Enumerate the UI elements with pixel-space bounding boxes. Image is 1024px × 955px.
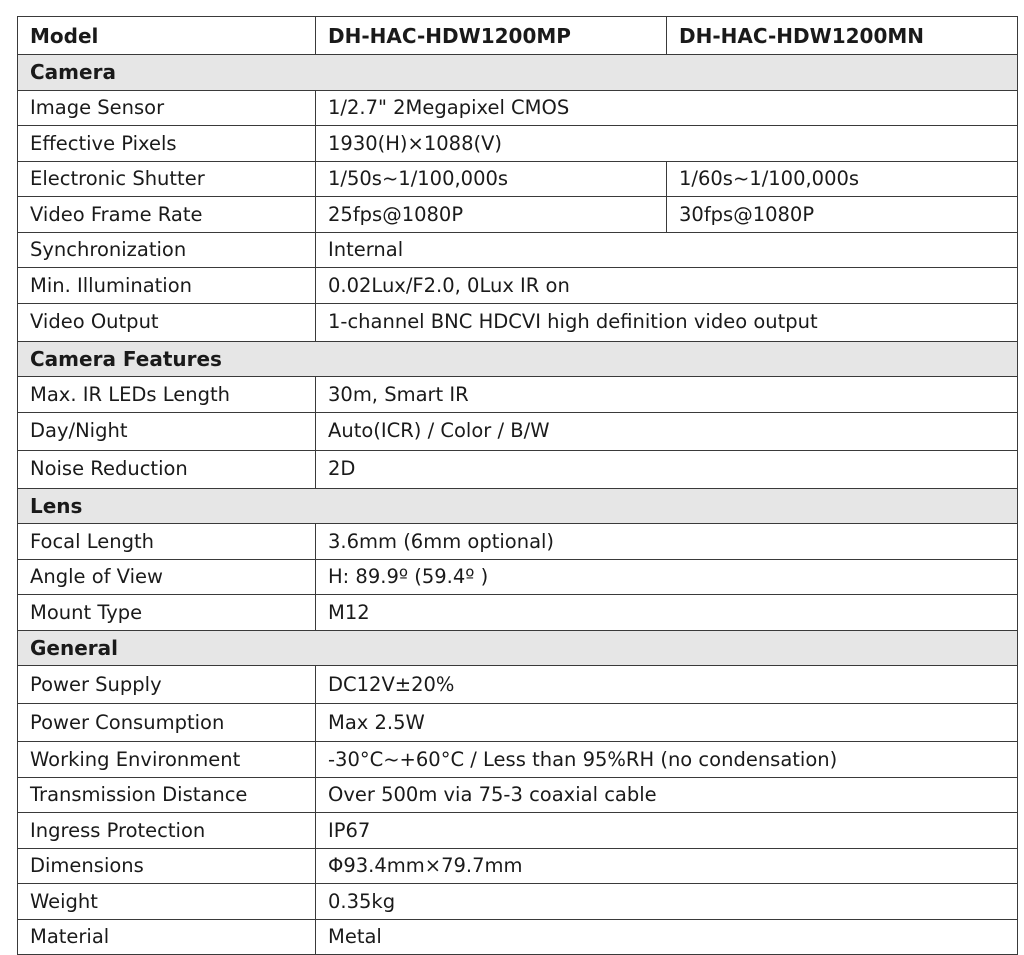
row-label: Noise Reduction — [18, 450, 316, 488]
row-value: Over 500m via 75-3 coaxial cable — [316, 777, 1018, 813]
row-value: -30°C~+60°C / Less than 95%RH (no condensation) — [316, 742, 1018, 778]
table-row — [18, 450, 1018, 488]
row-label: Focal Length — [18, 524, 316, 560]
table-row — [18, 919, 1018, 955]
section-title: General — [18, 630, 1018, 666]
spec-table — [17, 16, 1018, 955]
section-row-lens — [18, 488, 1018, 524]
row-label: Effective Pixels — [18, 126, 316, 162]
row-value: 3.6mm (6mm optional) — [316, 524, 1018, 560]
row-label: Max. IR LEDs Length — [18, 377, 316, 413]
row-label: Min. Illumination — [18, 268, 316, 304]
row-value: IP67 — [316, 813, 1018, 849]
row-value-mn: 1/60s~1/100,000s — [667, 161, 1018, 197]
table-row — [18, 303, 1018, 341]
model-mn: DH-HAC-HDW1200MN — [667, 17, 1018, 55]
row-label: Image Sensor — [18, 90, 316, 126]
row-value: Metal — [316, 919, 1018, 955]
row-label: Day/Night — [18, 412, 316, 450]
row-value: Internal — [316, 232, 1018, 268]
row-value-mp: 1/50s~1/100,000s — [316, 161, 667, 197]
section-row-camera — [18, 55, 1018, 91]
row-label: Mount Type — [18, 595, 316, 631]
header-row — [18, 17, 1018, 55]
row-value: 0.02Lux/F2.0, 0Lux IR on — [316, 268, 1018, 304]
row-value: 0.35kg — [316, 884, 1018, 920]
table-row — [18, 704, 1018, 742]
row-label: Power Consumption — [18, 704, 316, 742]
table-row — [18, 524, 1018, 560]
section-title: Camera Features — [18, 341, 1018, 377]
row-value-mn: 30fps@1080P — [667, 197, 1018, 233]
row-value: Φ93.4mm×79.7mm — [316, 848, 1018, 884]
row-value: DC12V±20% — [316, 666, 1018, 704]
table-row — [18, 777, 1018, 813]
row-label: Angle of View — [18, 559, 316, 595]
row-value: 1/2.7" 2Megapixel CMOS — [316, 90, 1018, 126]
table-row — [18, 813, 1018, 849]
table-row — [18, 848, 1018, 884]
row-value: M12 — [316, 595, 1018, 631]
table-row — [18, 90, 1018, 126]
table-row — [18, 268, 1018, 304]
row-label: Power Supply — [18, 666, 316, 704]
table-row — [18, 126, 1018, 162]
section-row-camera-features — [18, 341, 1018, 377]
table-row — [18, 197, 1018, 233]
table-row — [18, 666, 1018, 704]
row-label: Working Environment — [18, 742, 316, 778]
row-label: Dimensions — [18, 848, 316, 884]
table-row — [18, 377, 1018, 413]
table-row — [18, 559, 1018, 595]
row-label: Electronic Shutter — [18, 161, 316, 197]
table-row — [18, 884, 1018, 920]
table-row — [18, 742, 1018, 778]
table-row — [18, 595, 1018, 631]
row-label: Material — [18, 919, 316, 955]
row-value-mp: 25fps@1080P — [316, 197, 667, 233]
row-label: Transmission Distance — [18, 777, 316, 813]
row-value: H: 89.9º (59.4º ) — [316, 559, 1018, 595]
section-row-general — [18, 630, 1018, 666]
table-row — [18, 232, 1018, 268]
row-value: Max 2.5W — [316, 704, 1018, 742]
row-label: Ingress Protection — [18, 813, 316, 849]
row-value: Auto(ICR) / Color / B/W — [316, 412, 1018, 450]
section-title: Camera — [18, 55, 1018, 91]
row-label: Video Output — [18, 303, 316, 341]
row-label: Video Frame Rate — [18, 197, 316, 233]
row-value: 1930(H)×1088(V) — [316, 126, 1018, 162]
row-label: Weight — [18, 884, 316, 920]
row-value: 2D — [316, 450, 1018, 488]
model-label: Model — [18, 17, 316, 55]
row-value: 30m, Smart IR — [316, 377, 1018, 413]
section-title: Lens — [18, 488, 1018, 524]
table-row — [18, 161, 1018, 197]
model-mp: DH-HAC-HDW1200MP — [316, 17, 667, 55]
row-label: Synchronization — [18, 232, 316, 268]
table-row — [18, 412, 1018, 450]
row-value: 1-channel BNC HDCVI high definition video output — [316, 303, 1018, 341]
